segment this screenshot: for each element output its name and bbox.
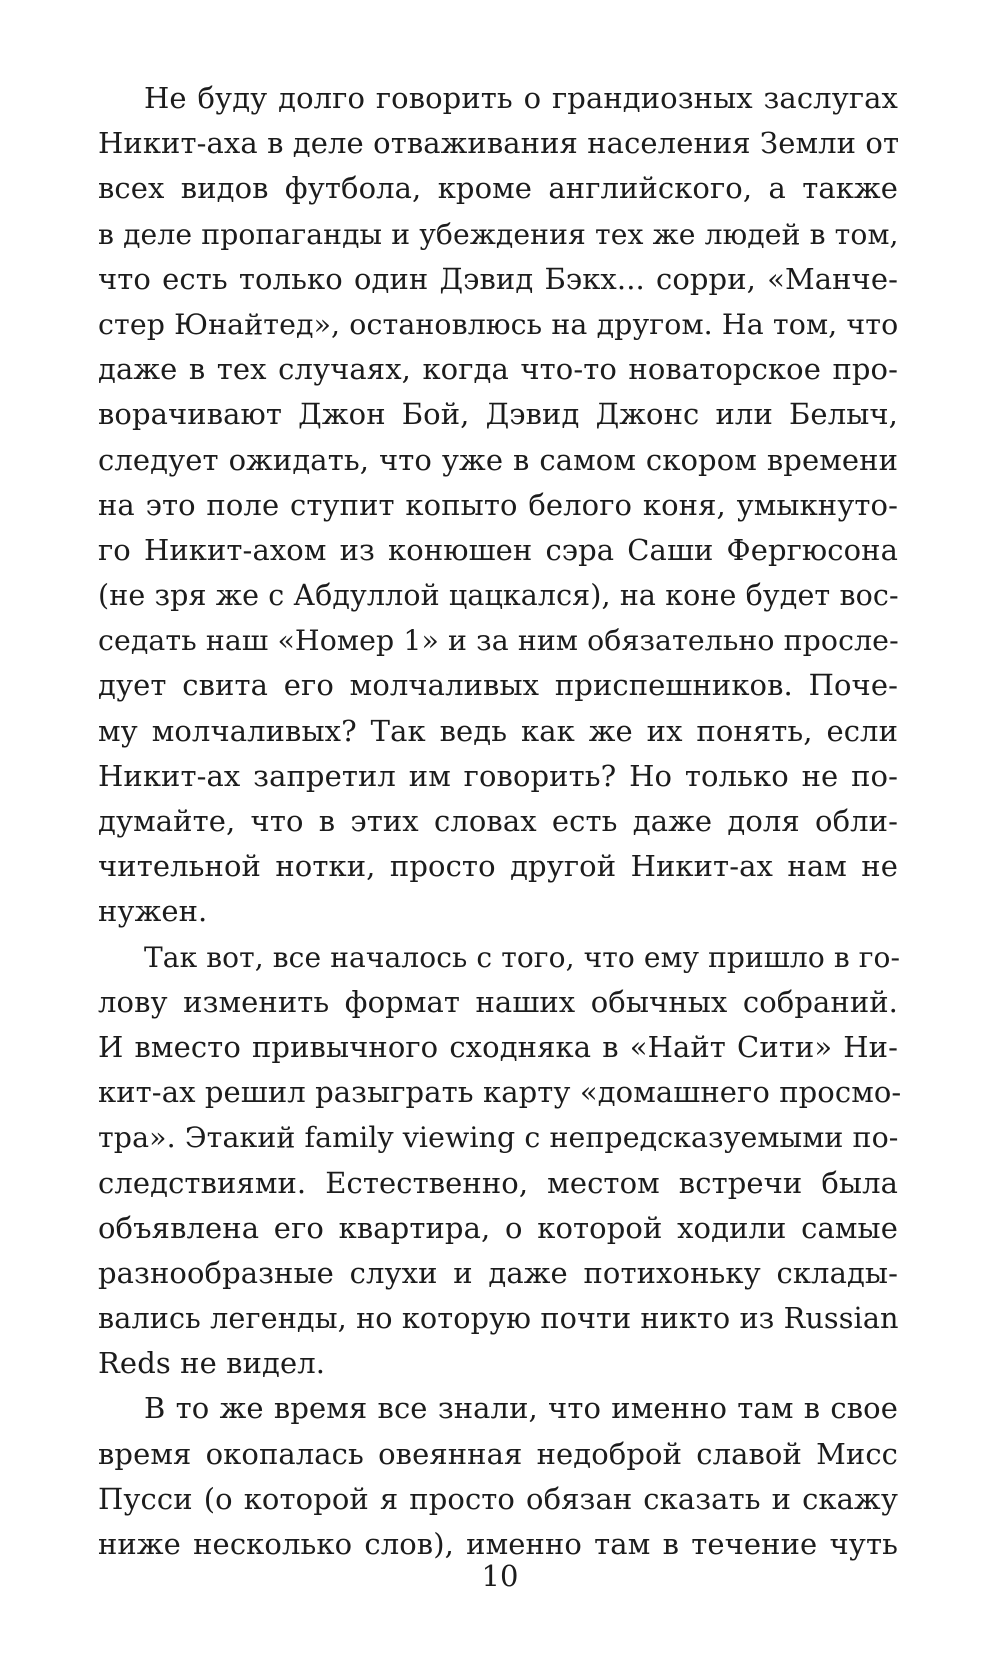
- text-line: разнообразные слухи и даже потихоньку склады-: [98, 1255, 898, 1290]
- text-line: В то же время все знали, что именно там в свое: [144, 1391, 898, 1426]
- text-line: Не буду долго говорить о грандиозных заслугах: [144, 81, 898, 115]
- text-line: на это поле ступит копыто белого коня, умыкнуто-: [98, 487, 898, 522]
- text-line: кит-ах решил разыграть карту «домашнего просмо-: [98, 1075, 902, 1110]
- text-line: дует свита его молчаливых приспешников. Поче-: [98, 668, 898, 703]
- text-line: чительной нотки, просто другой Никит-ах нам не: [98, 849, 898, 884]
- text-line: И вместо привычного сходняка в «Найт Сити» Ни-: [98, 1029, 898, 1064]
- text-line: ниже несколько слов), именно там в течение чуть: [98, 1527, 898, 1561]
- text-line: седать наш «Номер 1» и за ним обязательно просле-: [98, 624, 899, 658]
- text-line: даже в тех случаях, когда что-то новаторское про-: [98, 352, 898, 387]
- text-line: следствиями. Естественно, местом встречи была: [98, 1165, 898, 1200]
- text-line: Пусси (о которой я просто обязан сказать и скажу: [98, 1481, 898, 1516]
- text-line: ворачивают Джон Бой, Дэвид Джонс или Белыч,: [98, 397, 898, 432]
- text-line: думайте, что в этих словах есть даже доля обли-: [98, 804, 898, 838]
- text-line: вались легенды, но которую почти никто из Russian: [98, 1301, 899, 1336]
- text-line: лову изменить формат наших обычных собраний.: [98, 984, 898, 1019]
- text-line: время окопалась овеянная недоброй славой Мисс: [98, 1436, 898, 1471]
- text-line: Никит-аха в деле отваживания населения Земли от: [98, 126, 900, 161]
- text-line: (не зря же с Абдуллой цацкался), на коне будет вос-: [98, 579, 899, 613]
- text-line: следует ожидать, что уже в самом скором времени: [98, 442, 898, 477]
- page-body-text: [98, 76, 902, 1567]
- text-line: стер Юнайтед», остановлюсь на другом. На том, что: [98, 307, 899, 341]
- text-line: му молчаливых? Так ведь как же их понять, если: [98, 713, 898, 748]
- text-line: что есть только один Дэвид Бэкх... сорри, «Манче-: [98, 261, 898, 296]
- text-line: Reds не видел.: [98, 1346, 326, 1381]
- text-line: всех видов футбола, кроме английского, а также: [98, 171, 898, 206]
- text-line: нужен.: [98, 894, 208, 929]
- text-line: объявлена его квартира, о которой ходили самые: [98, 1210, 898, 1245]
- text-line: в деле пропаганды и убеждения тех же людей в том,: [98, 217, 899, 251]
- text-line: тра». Этакий family viewing с непредсказуемыми по-: [98, 1121, 899, 1155]
- text-line: го Никит-ахом из конюшен сэра Саши Фергюсона: [98, 532, 898, 567]
- text-line: Так вот, все началось с того, что ему пришло в го-: [144, 940, 901, 974]
- page-number: 10: [481, 1559, 519, 1593]
- text-line: Никит-ах запретил им говорить? Но только не по-: [98, 758, 898, 793]
